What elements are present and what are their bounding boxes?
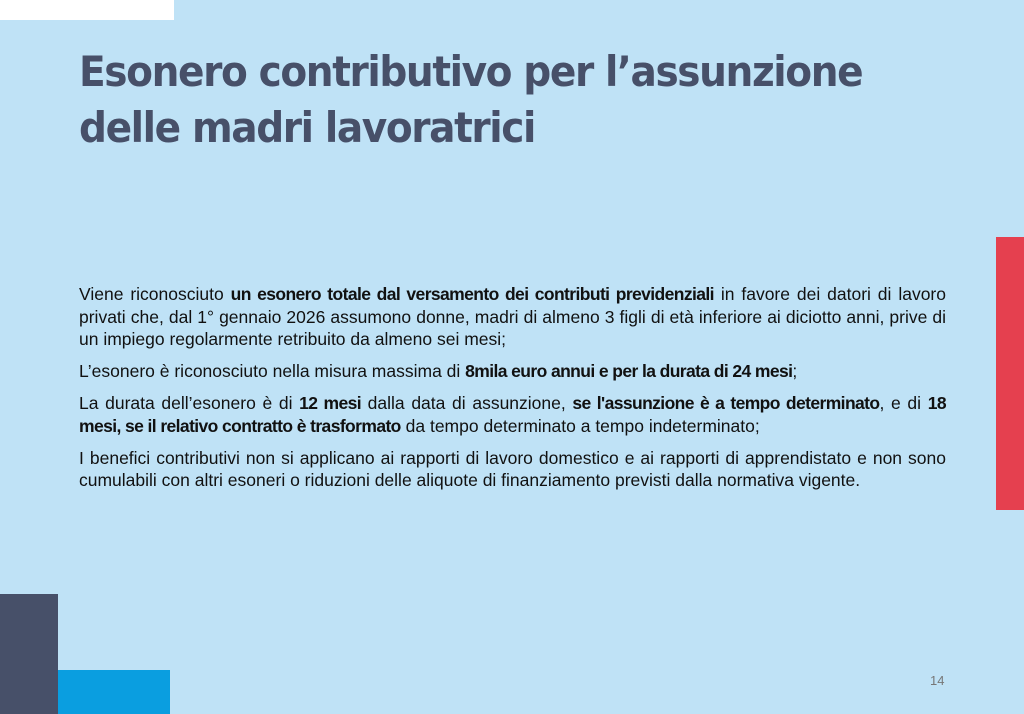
- text-segment: , e di: [879, 393, 928, 413]
- dark-accent-block: [0, 594, 58, 714]
- page-title-line-1: Esonero contributivo per l’assunzione: [79, 47, 863, 96]
- page-title: [79, 44, 916, 156]
- text-segment: I benefici contributivi non si applicano ai rapporti di lavoro domestico e ai rapporti di apprendistato e non sono cumulabili con altri esoneri o riduzioni delle aliquote di finanziamento previsti dalla normativa vigente.: [79, 447, 946, 490]
- blue-accent-block: [58, 670, 170, 714]
- paragraph-3: [79, 392, 946, 437]
- bold-segment: 18 mesi, se il relativo contratto è trasformato: [79, 393, 946, 436]
- red-accent-bar: [996, 237, 1024, 510]
- text-segment: in favore dei datori di lavoro privati che, dal 1° gennaio 2026 assumono donne, madri di almeno 3 figli di età inferiore ai diciotto anni, prive di un impiego regolarmente retribuito da almeno sei mesi;: [79, 284, 946, 349]
- top-white-strip: [0, 0, 174, 20]
- text-segment: dalla data di assunzione,: [361, 393, 573, 413]
- text-segment: ;: [792, 361, 798, 381]
- text-segment: L’esonero è riconosciuto nella misura massima di: [79, 361, 466, 381]
- bold-segment: 8mila euro annui e per la durata di 24 mesi: [465, 361, 793, 381]
- body-text: [79, 283, 946, 501]
- bold-segment: un esonero totale dal versamento dei contributi previdenziali: [230, 284, 714, 304]
- text-segment: La durata dell’esonero è di: [79, 393, 300, 413]
- bold-segment: 12 mesi: [299, 393, 361, 413]
- page-title-line-2: delle madri lavoratrici: [79, 103, 536, 152]
- paragraph-4: [79, 447, 946, 492]
- text-segment: da tempo determinato a tempo indeterminato;: [400, 415, 760, 436]
- page-number: 14: [930, 673, 945, 688]
- bold-segment: se l'assunzione è a tempo determinato: [572, 393, 880, 413]
- text-segment: Viene riconosciuto: [79, 284, 231, 304]
- paragraph-1: [79, 283, 946, 351]
- paragraph-2: [79, 360, 946, 383]
